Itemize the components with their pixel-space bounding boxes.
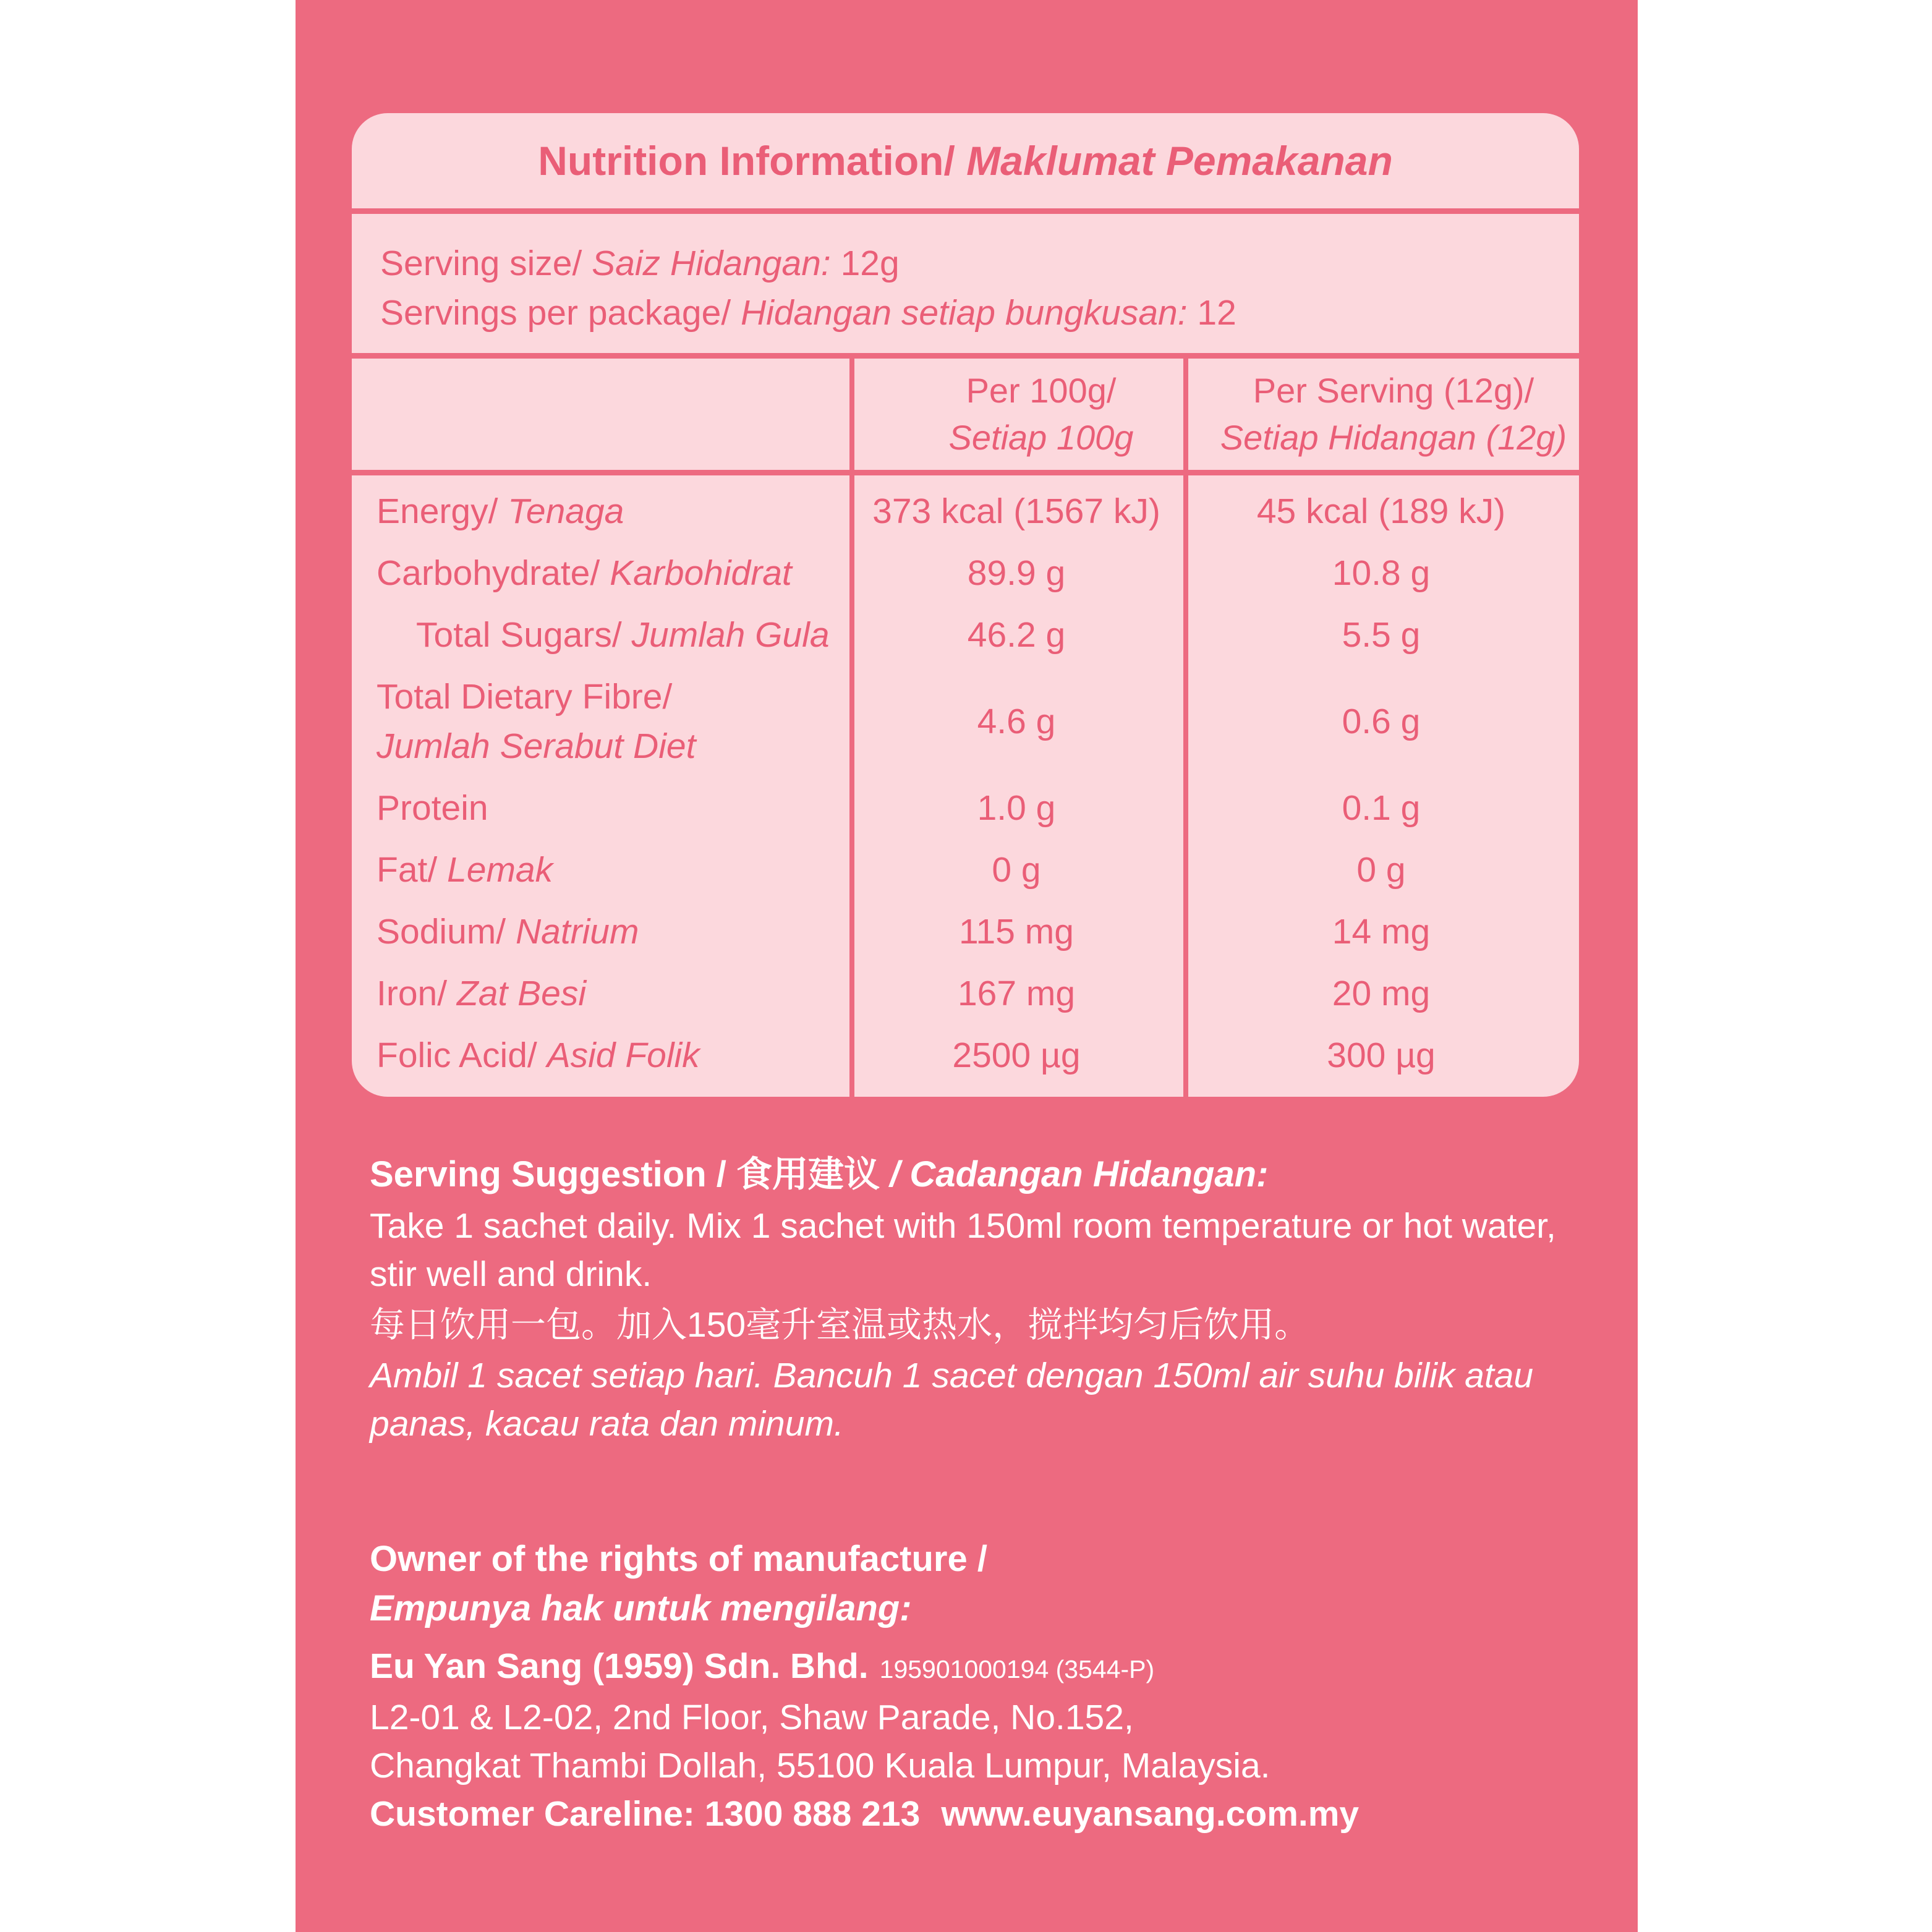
serving-suggestion-section xyxy=(370,1151,1557,1448)
serving-info-section xyxy=(352,214,1579,353)
row-per100-value: 2500 µg xyxy=(952,1036,1081,1075)
manufacturer-heading-my: Empunya hak untuk mengilang: xyxy=(370,1588,912,1628)
company-registration-number: 195901000194 (3544-P) xyxy=(879,1655,1155,1683)
header-per-100g-my: Setiap 100g xyxy=(948,418,1134,457)
row-per100-value: 373 kcal (1567 kJ) xyxy=(872,492,1160,531)
column-divider xyxy=(1183,359,1188,1097)
servings-per-package-line xyxy=(380,288,1579,338)
row-serving-value: 20 mg xyxy=(1332,974,1431,1013)
row-label xyxy=(352,491,849,532)
row-label-en: Protein xyxy=(377,788,488,828)
serving-size-value: 12g xyxy=(840,244,900,283)
row-label xyxy=(352,849,849,890)
address-line-1: L2-01 & L2-02, 2nd Floor, Shaw Parade, No.152, xyxy=(370,1698,1134,1737)
divider xyxy=(352,353,1579,359)
divider xyxy=(352,208,1579,214)
row-label xyxy=(352,788,849,828)
panel-title xyxy=(352,113,1579,208)
row-label-en: Energy/ xyxy=(377,492,498,531)
row-per100-value: 115 mg xyxy=(959,912,1074,951)
column-divider xyxy=(849,359,854,1097)
row-serving-value: 5.5 g xyxy=(1342,615,1421,655)
serving-size-my: Saiz Hidangan: xyxy=(592,244,831,283)
row-label-en: Sodium/ xyxy=(377,912,506,951)
header-per-serving-my: Setiap Hidangan (12g) xyxy=(1220,418,1567,457)
table-row-sodium xyxy=(352,901,1579,963)
careline-line xyxy=(370,1790,1557,1838)
table-row-total-sugars xyxy=(352,604,1579,666)
manufacturer-heading-en: Owner of the rights of manufacture / xyxy=(370,1539,987,1579)
row-label-my: Jumlah Gula xyxy=(631,615,830,655)
row-label-my: Lemak xyxy=(447,850,553,890)
row-label-en: Total Sugars/ xyxy=(416,615,622,655)
panel-title-en: Nutrition Information/ xyxy=(538,138,955,184)
servings-package-en: Servings per package/ xyxy=(380,293,731,333)
row-serving-value: 0.6 g xyxy=(1342,702,1421,741)
table-row-dietary-fibre xyxy=(352,666,1579,777)
row-label-my: Tenaga xyxy=(508,492,624,531)
table-row-iron xyxy=(352,963,1579,1024)
row-per100-value: 1.0 g xyxy=(977,788,1056,828)
table-header-row xyxy=(352,359,1579,470)
table-row-folic-acid xyxy=(352,1024,1579,1086)
table-row-fat xyxy=(352,839,1579,901)
row-label xyxy=(352,553,849,594)
table-row-carbohydrate xyxy=(352,542,1579,604)
manufacturer-heading xyxy=(370,1534,1557,1633)
label-background xyxy=(296,0,1638,1932)
header-per-serving-en: Per Serving (12g)/ xyxy=(1253,371,1534,410)
row-label-my: Zat Besi xyxy=(456,974,586,1013)
row-per100-value: 4.6 g xyxy=(977,702,1056,741)
serving-suggestion-heading xyxy=(370,1151,1557,1198)
table-row-protein xyxy=(352,777,1579,839)
row-per100-value: 167 mg xyxy=(957,974,1076,1013)
row-label-en: Folic Acid/ xyxy=(377,1036,537,1075)
row-per100-value: 46.2 g xyxy=(967,615,1066,655)
row-label xyxy=(352,672,849,771)
careline-number: Customer Careline: 1300 888 213 xyxy=(370,1794,921,1834)
row-label xyxy=(352,973,849,1014)
suggestion-text-zh: 每日饮用一包。加入150毫升室温或热水，搅拌均匀后饮用。 xyxy=(370,1305,1310,1345)
website-url: www.euyansang.com.my xyxy=(941,1794,1360,1834)
header-per-serving xyxy=(1208,367,1579,461)
row-serving-value: 45 kcal (189 kJ) xyxy=(1256,492,1506,531)
divider xyxy=(352,470,1579,475)
servings-package-value: 12 xyxy=(1197,293,1236,333)
suggestion-heading-en: Serving Suggestion / xyxy=(370,1154,726,1194)
row-serving-value: 0 g xyxy=(1356,850,1406,890)
row-label-en: Fat/ xyxy=(377,850,438,890)
row-label-en: Iron/ xyxy=(377,974,448,1013)
serving-size-en: Serving size/ xyxy=(380,244,582,283)
suggestion-heading-my: / Cadangan Hidangan: xyxy=(890,1154,1269,1194)
company-line xyxy=(370,1642,1557,1693)
header-per-100g xyxy=(874,367,1208,461)
company-name: Eu Yan Sang (1959) Sdn. Bhd. xyxy=(370,1646,869,1686)
manufacturer-section xyxy=(370,1534,1557,1838)
panel-title-my: Maklumat Pemakanan xyxy=(966,138,1393,184)
servings-package-my: Hidangan setiap bungkusan: xyxy=(741,293,1188,333)
row-per100-value: 0 g xyxy=(992,850,1041,890)
row-per100-value: 89.9 g xyxy=(967,553,1066,593)
serving-size-line xyxy=(380,239,1579,288)
row-serving-value: 0.1 g xyxy=(1342,788,1421,828)
row-label-my: Asid Folik xyxy=(547,1036,700,1075)
nutrition-table xyxy=(352,359,1579,1097)
row-label-my: Natrium xyxy=(515,912,639,951)
header-per-100g-en: Per 100g/ xyxy=(966,371,1117,410)
row-serving-value: 14 mg xyxy=(1332,912,1431,951)
suggestion-heading-zh: 食用建议 xyxy=(736,1154,880,1194)
row-serving-value: 300 µg xyxy=(1327,1036,1436,1075)
nutrition-panel xyxy=(352,113,1579,1097)
suggestion-text-en: Take 1 sachet daily. Mix 1 sachet with 150ml room temperature or hot water, stir well and drink. xyxy=(370,1206,1556,1294)
row-serving-value: 10.8 g xyxy=(1332,553,1431,593)
row-label-en: Carbohydrate/ xyxy=(377,553,600,593)
row-label xyxy=(352,911,849,952)
row-label-my: Karbohidrat xyxy=(610,553,792,593)
row-label-en: Total Dietary Fibre/ xyxy=(377,677,673,717)
row-label-my: Jumlah Serabut Diet xyxy=(377,726,696,766)
row-label xyxy=(352,1035,849,1076)
address-line-2: Changkat Thambi Dollah, 55100 Kuala Lumpur, Malaysia. xyxy=(370,1746,1270,1785)
table-body xyxy=(352,475,1579,1086)
table-row-energy xyxy=(352,480,1579,542)
suggestion-text-my: Ambil 1 sacet setiap hari. Bancuh 1 sacet dengan 150ml air suhu bilik atau panas, kacau rata dan minum. xyxy=(370,1356,1534,1444)
row-label xyxy=(352,615,849,655)
